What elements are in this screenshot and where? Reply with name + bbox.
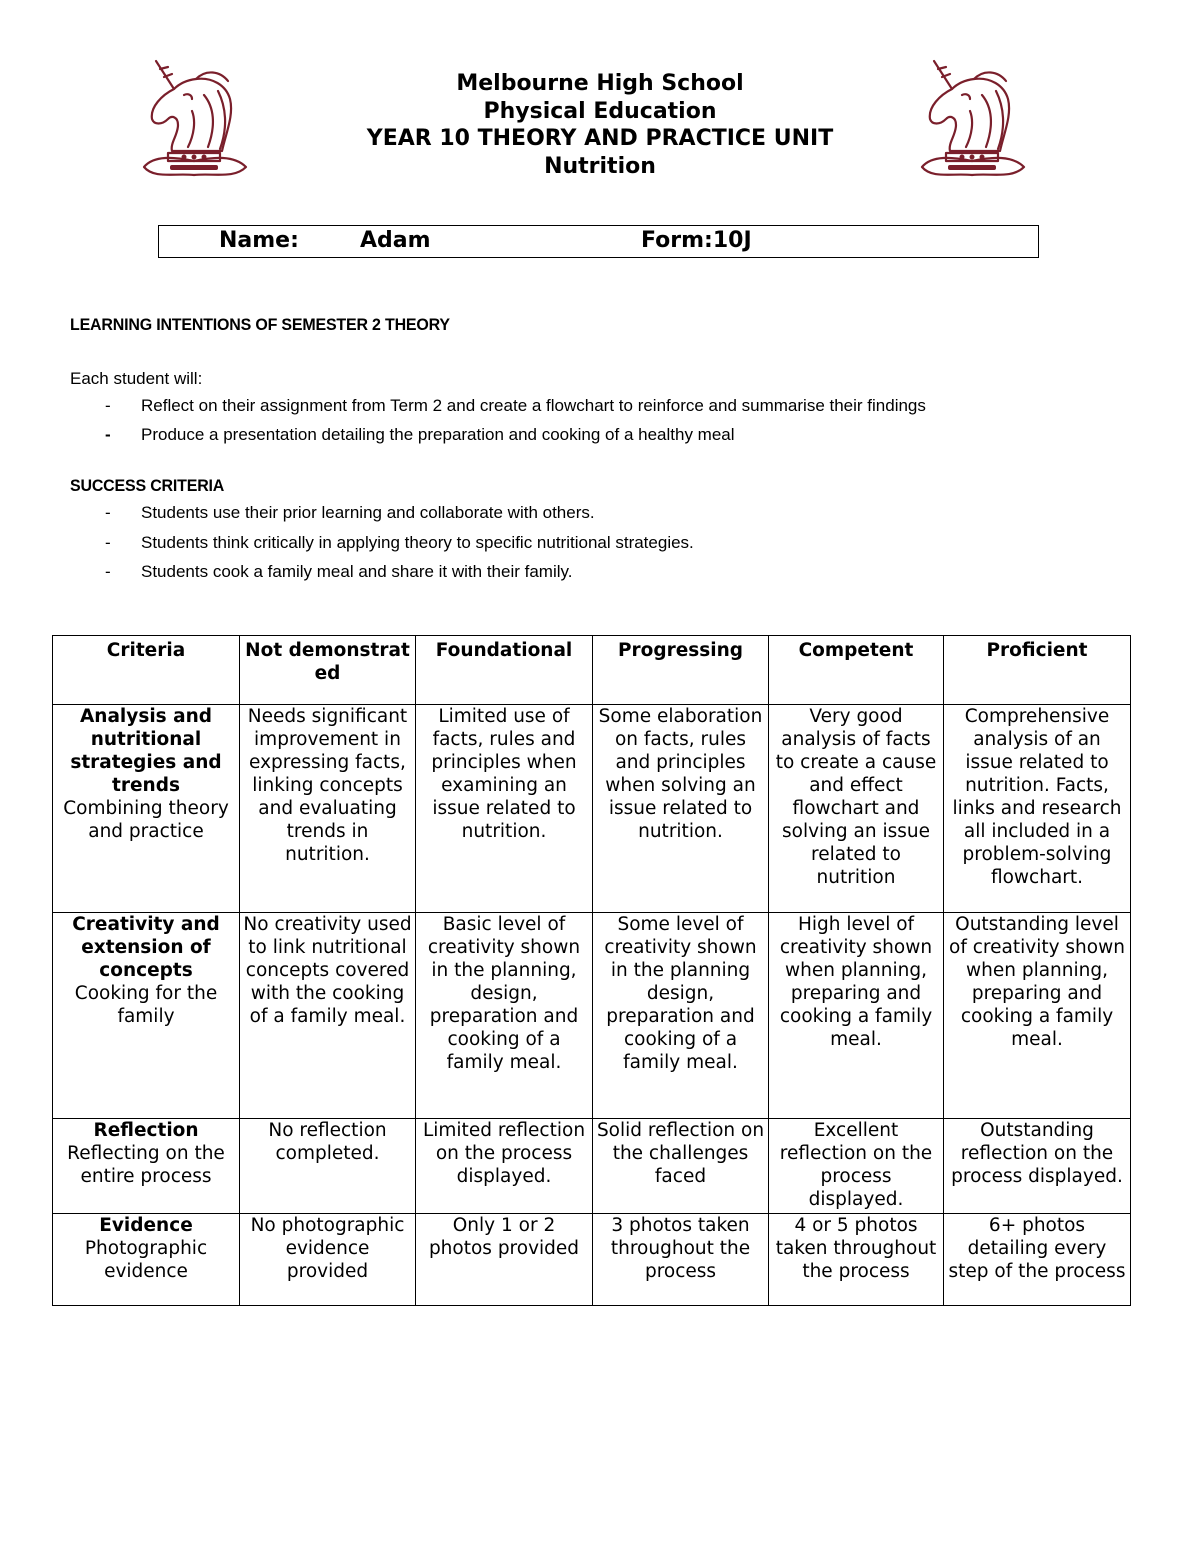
rubric-cell: Very good analysis of facts to create a cause and effect flowchart and solving an issue related to nutrition xyxy=(769,705,944,913)
rubric-cell: Outstanding reflection on the process displayed. xyxy=(944,1119,1131,1214)
rubric-cell: Comprehensive analysis of an issue related to nutrition. Facts, links and research all included in a problem-solving flowchart. xyxy=(944,705,1131,913)
header-not-demonstrated: Not demonstrated xyxy=(240,636,416,705)
success-criteria-heading: SUCCESS CRITERIA xyxy=(70,476,225,495)
rubric-header-row xyxy=(53,636,1131,705)
rubric-cell: 6+ photos detailing every step of the process xyxy=(944,1214,1131,1306)
criteria-title: Analysis and nutritional strategies and trends xyxy=(70,706,222,796)
unit-title: YEAR 10 THEORY AND PRACTICE UNIT xyxy=(366,126,834,151)
dash-bullet-icon: - xyxy=(105,396,111,415)
name-label: Name: xyxy=(219,228,299,253)
student-info-box xyxy=(158,225,1039,258)
document-header xyxy=(300,70,900,180)
dash-bullet-icon: - xyxy=(105,533,111,552)
rubric-cell: 4 or 5 photos taken throughout the process xyxy=(769,1214,944,1306)
learning-intentions-heading: LEARNING INTENTIONS OF SEMESTER 2 THEORY xyxy=(70,315,450,334)
criteria-cell xyxy=(53,1214,240,1306)
criteria-title: Creativity and extension of concepts xyxy=(72,914,220,981)
rubric-cell: No creativity used to link nutritional concepts covered with the cooking of a family meal. xyxy=(240,913,416,1119)
criteria-subtitle: Cooking for the family xyxy=(74,983,218,1027)
rubric-cell: Basic level of creativity shown in the planning, design, preparation and cooking of a family meal. xyxy=(416,913,593,1119)
unicorn-crest-icon xyxy=(134,55,254,185)
criteria-subtitle: Photographic evidence xyxy=(84,1238,208,1282)
form-label: Form:10J xyxy=(641,228,752,253)
department-name: Physical Education xyxy=(483,98,717,124)
criteria-cell xyxy=(53,913,240,1119)
rubric-row-reflection xyxy=(53,1119,1131,1214)
header-competent: Competent xyxy=(769,636,944,705)
topic-title: Nutrition xyxy=(544,153,656,179)
unicorn-crest-icon xyxy=(912,55,1032,185)
rubric-cell: Excellent reflection on the process displayed. xyxy=(769,1119,944,1214)
school-name: Melbourne High School xyxy=(456,71,744,96)
rubric-cell: No reflection completed. xyxy=(240,1119,416,1214)
rubric-cell: 3 photos taken throughout the process xyxy=(593,1214,769,1306)
rubric-row-evidence xyxy=(53,1214,1131,1306)
rubric-table xyxy=(52,635,1131,1306)
rubric-cell: Some level of creativity shown in the planning design, preparation and cooking of a family meal. xyxy=(593,913,769,1119)
rubric-cell: Needs significant improvement in expressing facts, linking concepts and evaluating trends in nutrition. xyxy=(240,705,416,913)
learning-section: LEARNING INTENTIONS OF SEMESTER 2 THEORY Each student will: - Reflect on their assignment from Term 2 and create a flowchart to reinforce and summarise their findings - Produce a presentation detailing the preparation and cooking of a healthy meal SUCCESS CRITERIA - Students use their prior learning and collaborate with others. - Students think critically in applying theory to specific nutritional strategies. - Students cook a family meal and share it with their family. xyxy=(70,315,926,581)
learning-intro: Each student will: xyxy=(70,369,203,388)
header-foundational: Foundational xyxy=(416,636,593,705)
rubric-row-analysis xyxy=(53,705,1131,913)
header-criteria: Criteria xyxy=(53,636,240,705)
rubric-cell: Solid reflection on the challenges faced xyxy=(593,1119,769,1214)
student-name: Adam xyxy=(360,228,431,253)
criteria-title: Evidence xyxy=(99,1215,193,1236)
header-proficient: Proficient xyxy=(944,636,1131,705)
rubric-cell: Some elaboration on facts, rules and principles when solving an issue related to nutrition. xyxy=(593,705,769,913)
criteria-cell xyxy=(53,705,240,913)
criteria-subtitle: Combining theory and practice xyxy=(63,798,229,842)
rubric-cell: Only 1 or 2 photos provided xyxy=(416,1214,593,1306)
school-crest-left xyxy=(134,55,254,185)
criteria-cell xyxy=(53,1119,240,1214)
header-progressing: Progressing xyxy=(593,636,769,705)
rubric-cell: No photographic evidence provided xyxy=(240,1214,416,1306)
dash-bullet-icon: - xyxy=(105,503,111,522)
criteria-subtitle: Reflecting on the entire process xyxy=(67,1143,225,1187)
rubric-cell: High level of creativity shown when planning, preparing and cooking a family meal. xyxy=(769,913,944,1119)
school-crest-right xyxy=(912,55,1032,185)
criteria-title: Reflection xyxy=(93,1120,199,1141)
dash-bullet-icon: - xyxy=(105,425,111,444)
rubric-cell: Limited reflection on the process displayed. xyxy=(416,1119,593,1214)
dash-bullet-icon: - xyxy=(105,562,111,581)
rubric-cell: Outstanding level of creativity shown when planning, preparing and cooking a family meal. xyxy=(944,913,1131,1119)
rubric-row-creativity xyxy=(53,913,1131,1119)
rubric-cell: Limited use of facts, rules and principles when examining an issue related to nutrition. xyxy=(416,705,593,913)
